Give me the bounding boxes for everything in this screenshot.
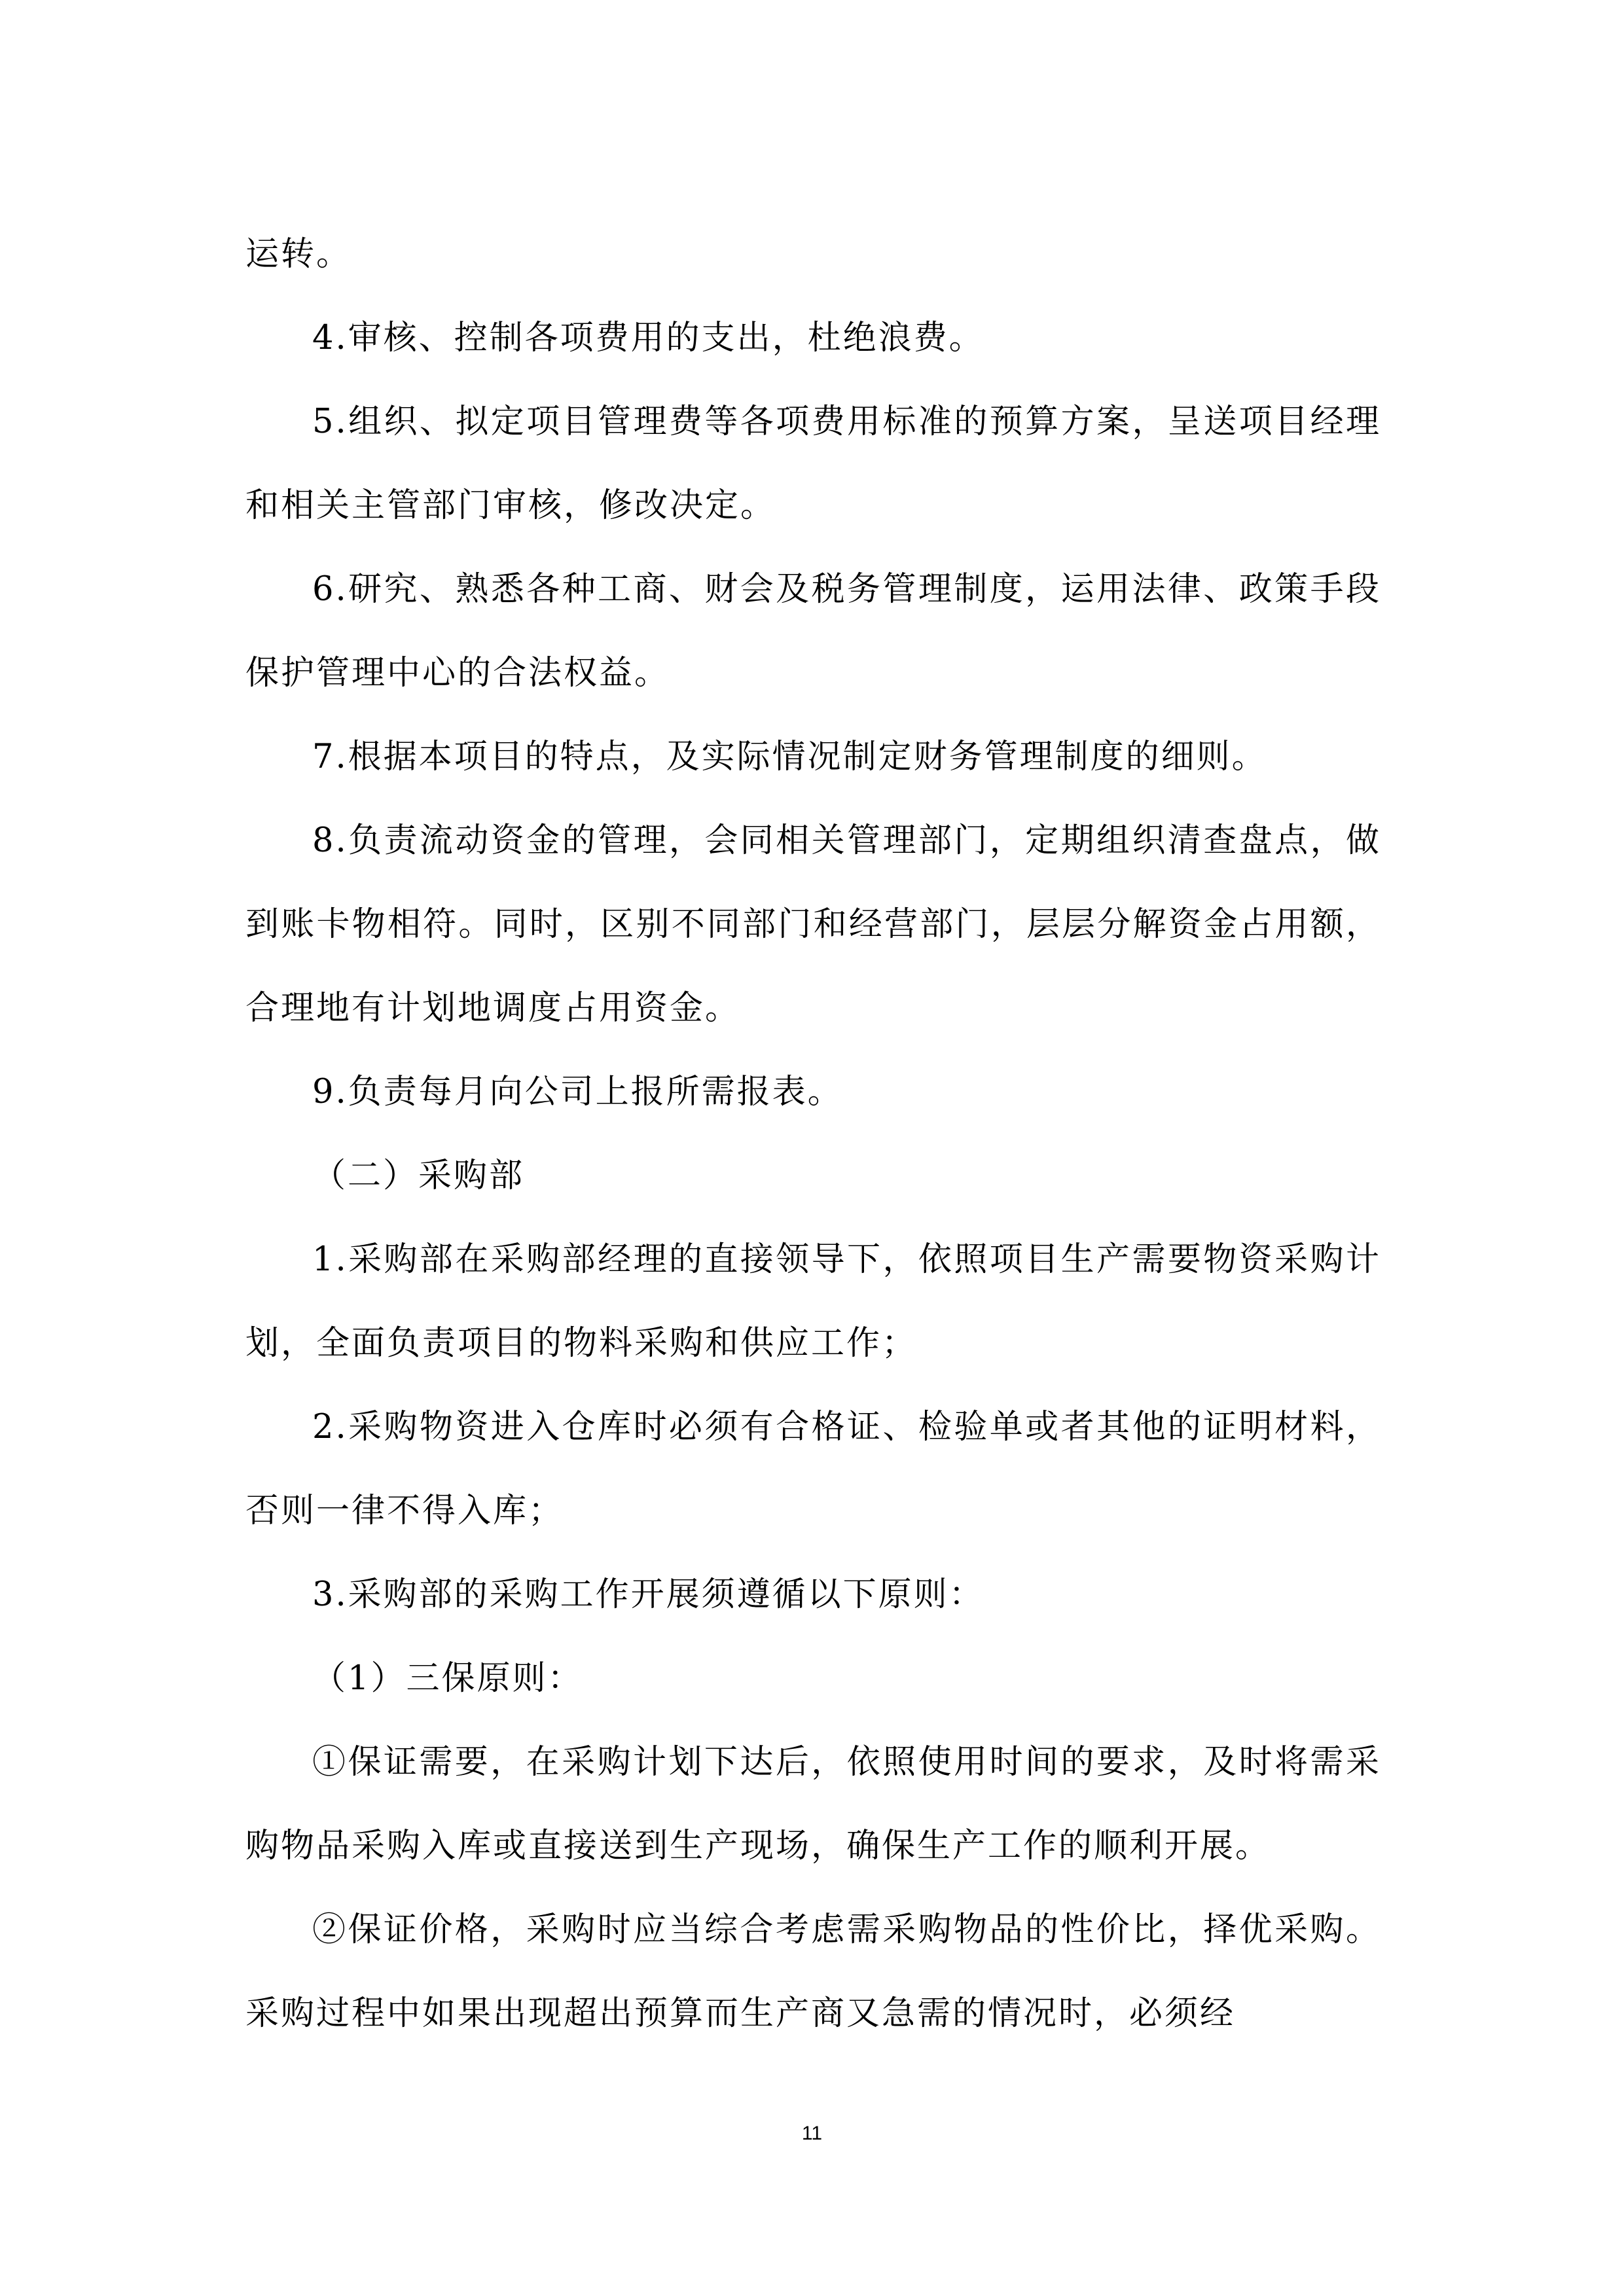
- paragraph-item-8: 8.负责流动资金的管理，会同相关管理部门，定期组织清查盘点，做到账卡物相符。同时，区别不同部门和经营部门，层层分解资金占用额，合理地有计划地调度占用资金。: [245, 821, 1381, 1028]
- paragraph-item-9: 9.负责每月向公司上报所需报表。: [312, 1073, 843, 1111]
- paragraph-purchasing-2: 2.采购物资进入仓库时必须有合格证、检验单或者其他的证明材料，否则一律不得入库；: [245, 1408, 1381, 1530]
- paragraph-purchasing-1: 1.采购部在采购部经理的直接领导下，依照项目生产需要物资采购计划，全面负责项目的物料采购和供应工作；: [245, 1240, 1381, 1363]
- paragraph-guarantee-price: ②保证价格，采购时应当综合考虑需采购物品的性价比，择优采购。采购过程中如果出现超出预算而生产商又急需的情况时，必须经: [245, 1910, 1381, 2033]
- paragraph-item-7: 7.根据本项目的特点，及实际情况制定财务管理制度的细则。: [312, 738, 1267, 776]
- paragraph-item-6: 6.研究、熟悉各种工商、财会及税务管理制度，运用法律、政策手段保护管理中心的合法权益。: [245, 570, 1381, 692]
- paragraph-purchasing-3: 3.采购部的采购工作开展须遵循以下原则：: [312, 1575, 984, 1614]
- paragraph-item-5: 5.组织、拟定项目管理费等各项费用标准的预算方案，呈送项目经理和相关主管部门审核，修改决定。: [245, 403, 1381, 525]
- subheading-three-guarantees: （1）三保原则：: [312, 1659, 583, 1698]
- section-heading-purchasing: （二）采购部: [312, 1157, 525, 1195]
- document-body: [245, 213, 1381, 2056]
- paragraph-continuation: 运转。: [245, 235, 352, 274]
- paragraph-guarantee-need: ①保证需要，在采购计划下达后，依照使用时间的要求，及时将需采购物品采购入库或直接送到生产现场，确保生产工作的顺利开展。: [245, 1743, 1381, 1865]
- page-number: 11: [801, 2123, 823, 2144]
- paragraph-item-4: 4.审核、控制各项费用的支出，杜绝浪费。: [312, 319, 984, 357]
